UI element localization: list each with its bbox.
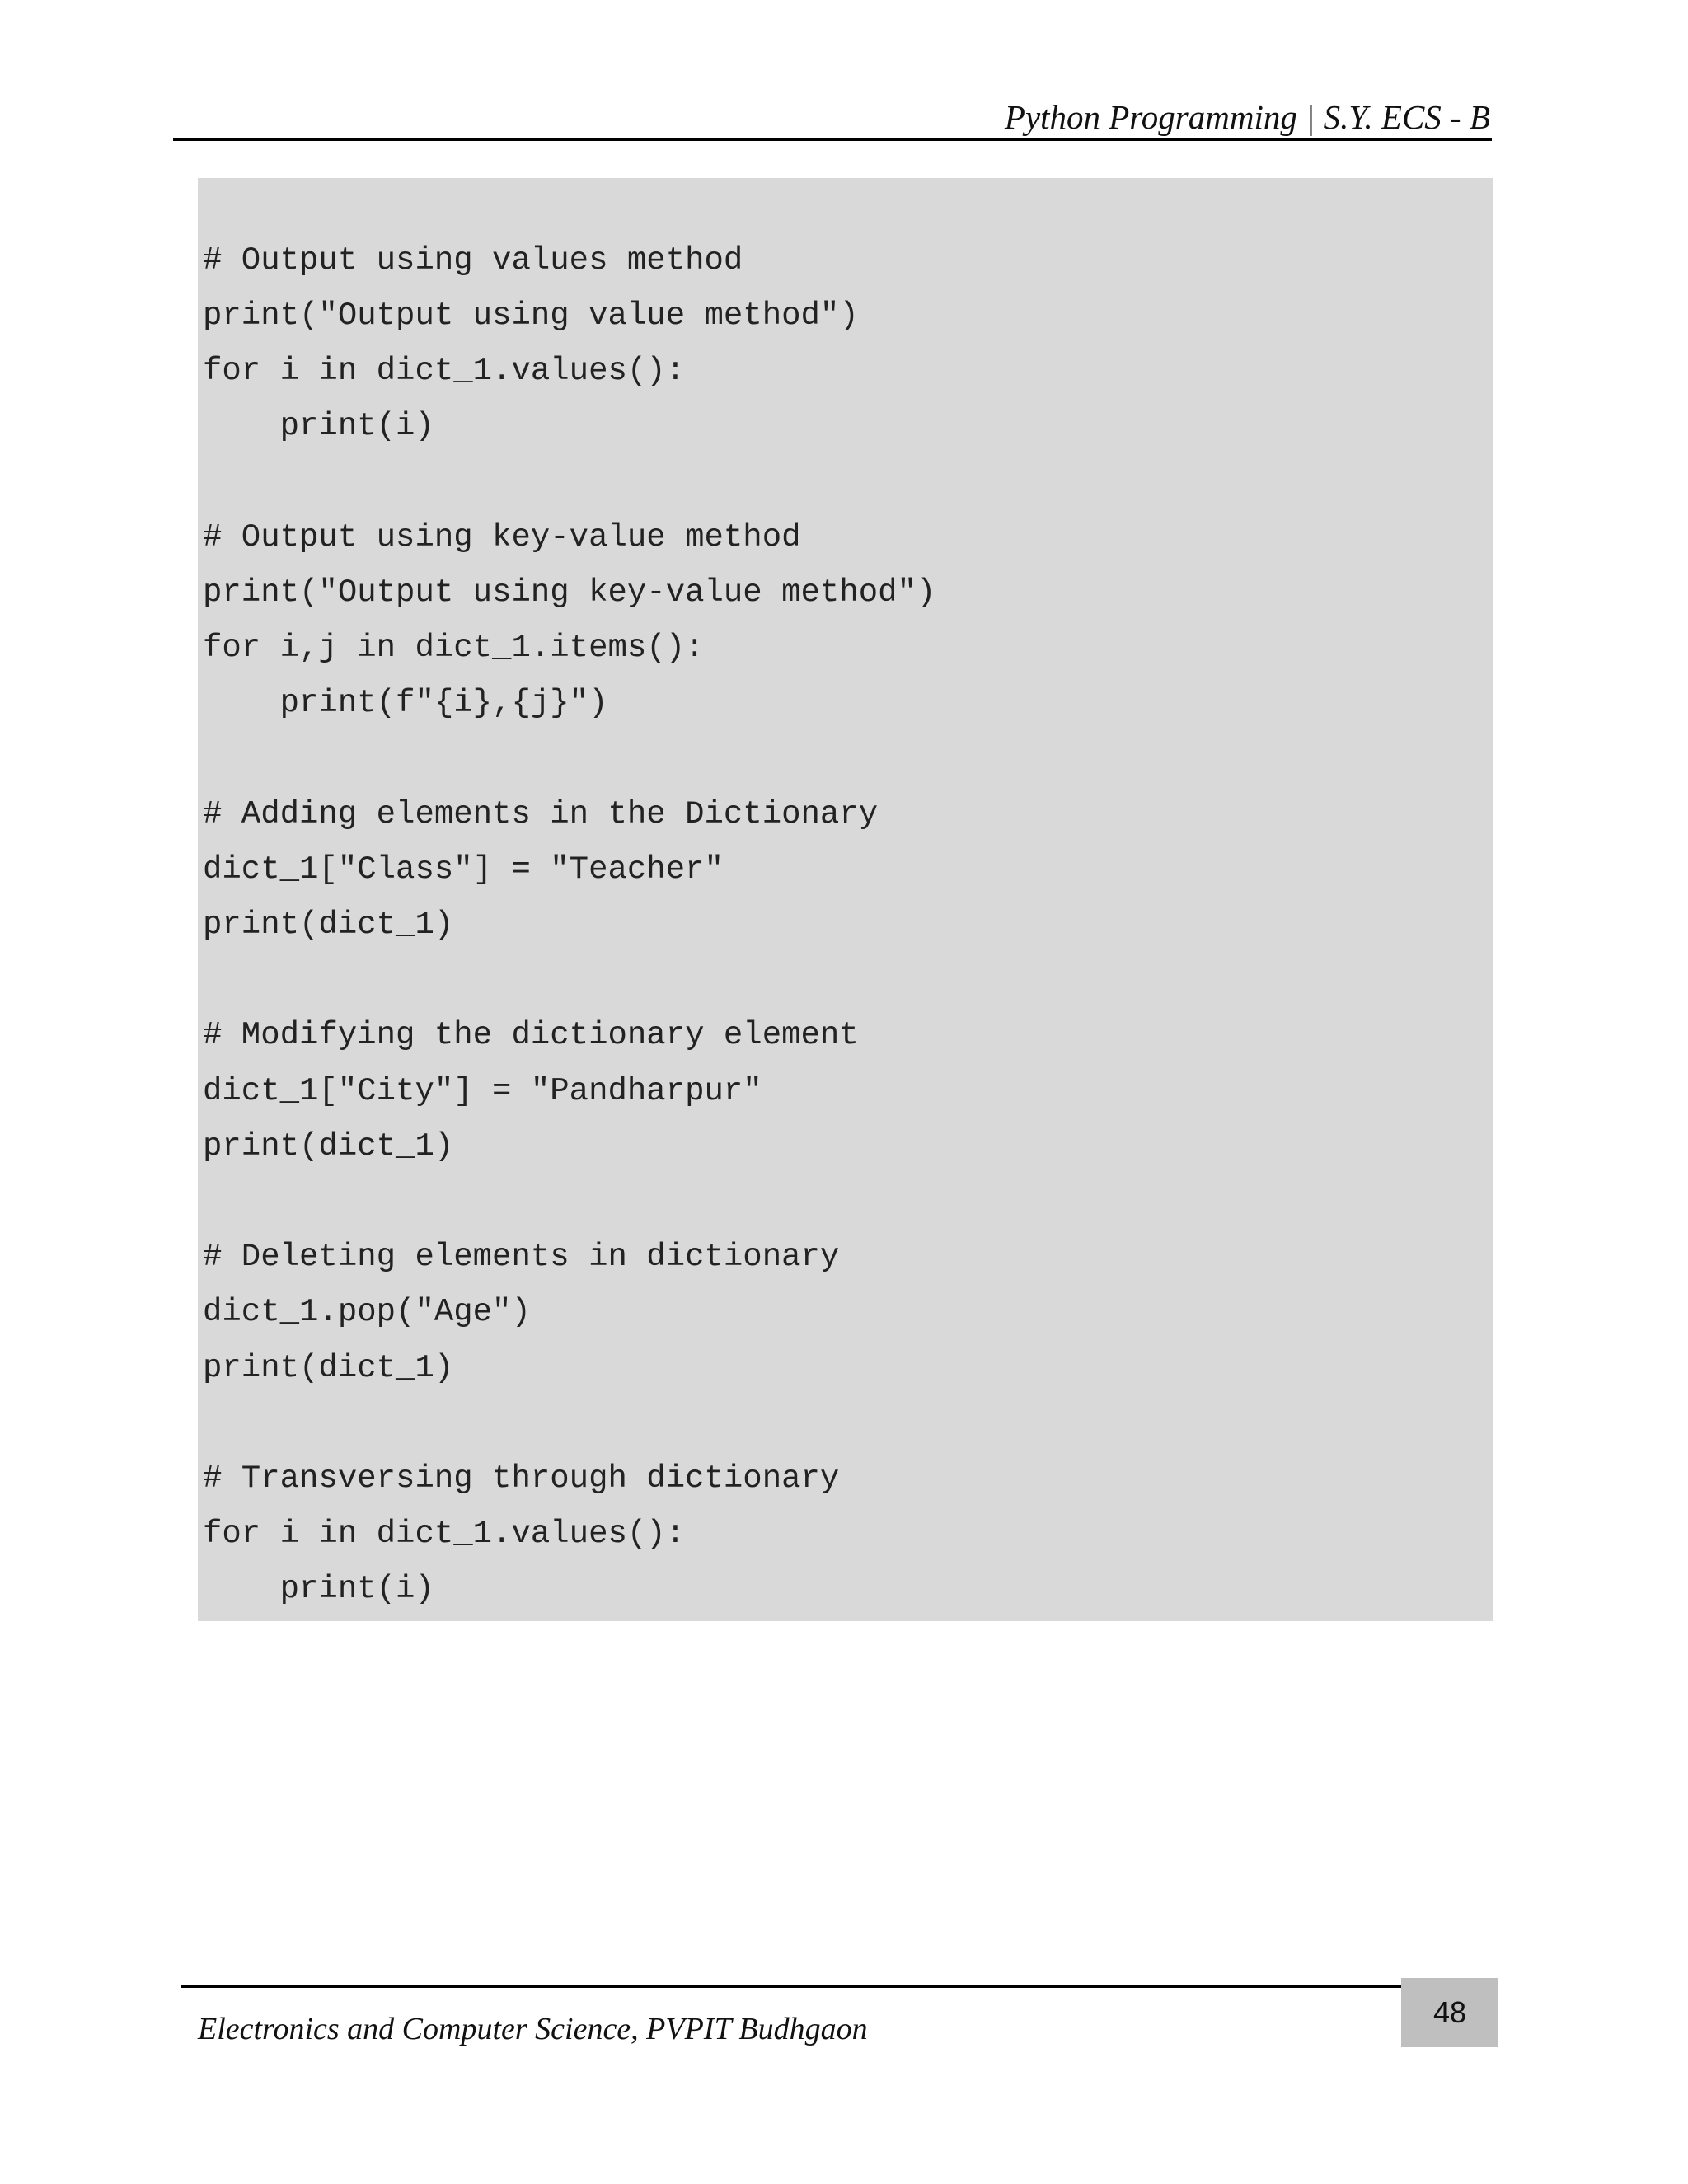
code-line: print("Output using key-value method") bbox=[203, 574, 936, 611]
code-line: for i in dict_1.values(): bbox=[203, 353, 686, 389]
footer-divider bbox=[181, 1985, 1492, 1988]
code-line: for i in dict_1.values(): bbox=[203, 1516, 686, 1552]
code-line: # Output using key-value method bbox=[203, 519, 801, 555]
code-line: print(f"{i},{j}") bbox=[203, 685, 608, 721]
code-line: print(i) bbox=[203, 408, 434, 444]
code-line: for i,j in dict_1.items(): bbox=[203, 630, 705, 666]
code-line: dict_1["Class"] = "Teacher" bbox=[203, 851, 724, 888]
code-line: # Output using values method bbox=[203, 242, 743, 279]
code-line: # Adding elements in the Dictionary bbox=[203, 796, 879, 832]
footer-institution: Electronics and Computer Science, PVPIT Budhgaon bbox=[198, 2012, 868, 2046]
page-header-title: Python Programming | S.Y. ECS - B bbox=[1004, 98, 1490, 136]
code-line: # Deleting elements in dictionary bbox=[203, 1239, 840, 1275]
code-line: dict_1["City"] = "Pandharpur" bbox=[203, 1073, 762, 1109]
code-line: print(dict_1) bbox=[203, 907, 454, 943]
header-divider bbox=[173, 138, 1492, 141]
page-number: 48 bbox=[1401, 1978, 1498, 2047]
code-line: print(dict_1) bbox=[203, 1350, 454, 1386]
code-line: dict_1.pop("Age") bbox=[203, 1294, 531, 1330]
code-line: # Modifying the dictionary element bbox=[203, 1017, 859, 1053]
code-block bbox=[198, 178, 1493, 1621]
code-line: print(dict_1) bbox=[203, 1128, 454, 1165]
code-line: print("Output using value method") bbox=[203, 298, 859, 334]
code-line: # Transversing through dictionary bbox=[203, 1460, 840, 1497]
code-line: print(i) bbox=[203, 1571, 434, 1607]
